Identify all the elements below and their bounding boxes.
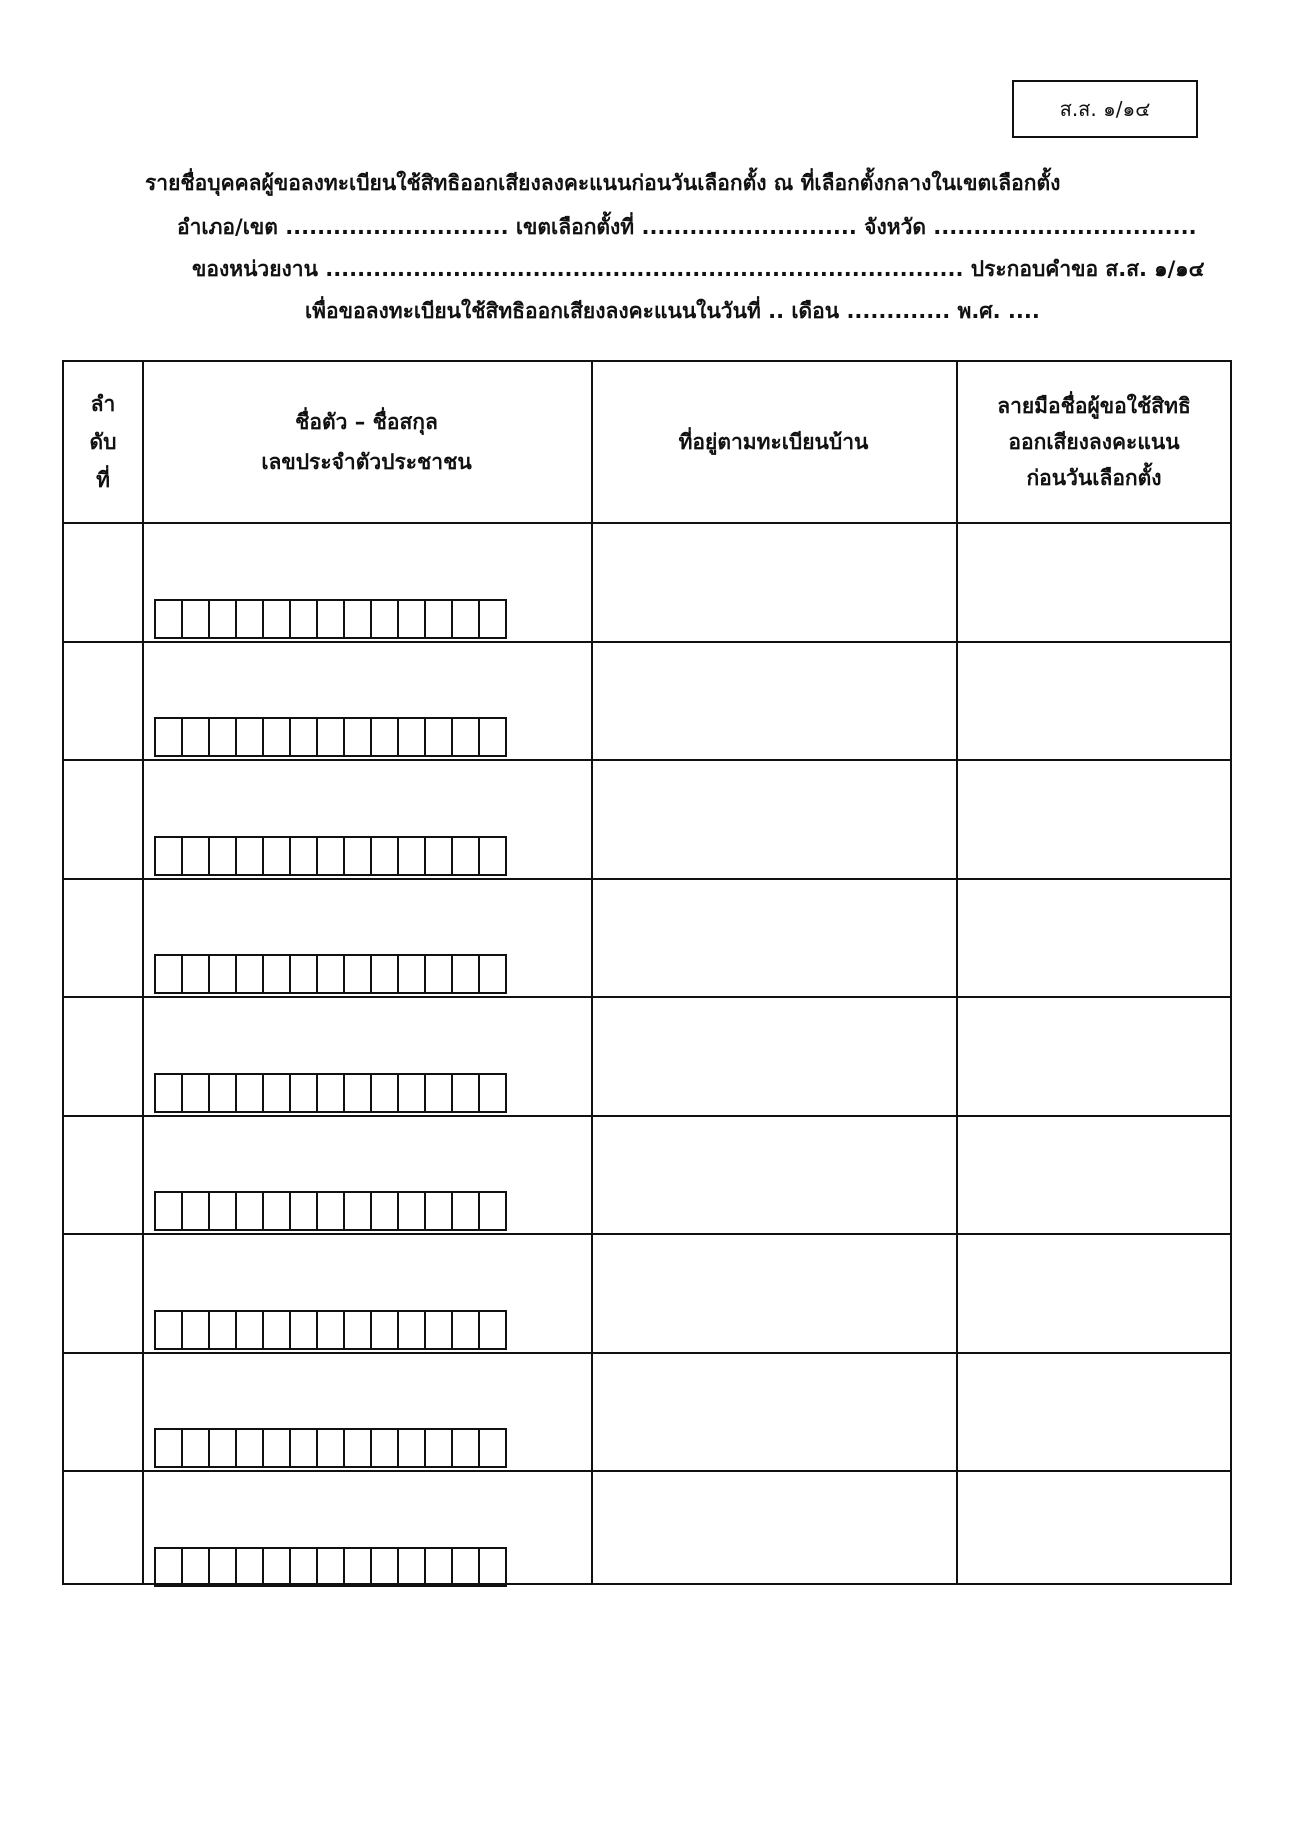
id-digit-box[interactable] [291, 838, 318, 874]
id-digit-box[interactable] [480, 1312, 507, 1348]
national-id-boxes[interactable] [154, 836, 507, 876]
id-digit-box[interactable] [237, 719, 264, 755]
id-digit-box[interactable] [453, 719, 480, 755]
header-agency-line: ของหน่วยงาน ................................................................................ ประกอบคำขอ ส.ส. ๑/๑๔ [192, 257, 1205, 281]
header-order-number-line: ลำ [90, 392, 116, 416]
header-address-line: ที่อยู่ตามทะเบียนบ้าน [678, 430, 869, 454]
column-divider [956, 362, 958, 1583]
id-digit-box[interactable] [453, 1549, 480, 1585]
id-digit-box[interactable] [210, 601, 237, 637]
id-digit-box[interactable] [264, 601, 291, 637]
id-digit-box[interactable] [264, 956, 291, 992]
id-digit-box[interactable] [183, 956, 210, 992]
id-digit-box[interactable] [318, 838, 345, 874]
id-digit-box[interactable] [156, 1549, 183, 1585]
id-digit-box[interactable] [453, 601, 480, 637]
id-digit-box[interactable] [237, 1193, 264, 1229]
id-digit-box[interactable] [318, 1430, 345, 1466]
header-address [591, 362, 956, 522]
id-digit-box[interactable] [264, 1312, 291, 1348]
header-order-number [64, 362, 142, 522]
id-digit-box[interactable] [210, 1430, 237, 1466]
header-order-number-line: ดับ [89, 430, 117, 454]
id-digit-box[interactable] [291, 1549, 318, 1585]
id-digit-box[interactable] [399, 956, 426, 992]
id-digit-box[interactable] [480, 719, 507, 755]
id-digit-box[interactable] [183, 601, 210, 637]
id-digit-box[interactable] [372, 1312, 399, 1348]
id-digit-box[interactable] [399, 838, 426, 874]
id-digit-box[interactable] [210, 1312, 237, 1348]
id-digit-box[interactable] [426, 1312, 453, 1348]
national-id-boxes[interactable] [154, 1547, 507, 1587]
national-id-boxes[interactable] [154, 1310, 507, 1350]
id-digit-box[interactable] [453, 956, 480, 992]
id-digit-box[interactable] [345, 956, 372, 992]
header-signature-line: ก่อนวันเลือกตั้ง [1026, 466, 1162, 490]
id-digit-box[interactable] [156, 956, 183, 992]
id-digit-box[interactable] [156, 1312, 183, 1348]
national-id-boxes[interactable] [154, 1428, 507, 1468]
id-digit-box[interactable] [399, 1312, 426, 1348]
table-row-divider [64, 1352, 1230, 1354]
table-row-divider [64, 759, 1230, 761]
id-digit-box[interactable] [453, 1193, 480, 1229]
header-district-line: อำเภอ/เขต ............................ เขตเลือกตั้งที่ ........................... จังหวัด ................................. [177, 215, 1197, 239]
header-name-id [142, 362, 591, 522]
id-digit-box[interactable] [480, 1075, 507, 1111]
id-digit-box[interactable] [183, 719, 210, 755]
id-digit-box[interactable] [210, 838, 237, 874]
id-digit-box[interactable] [318, 1312, 345, 1348]
id-digit-box[interactable] [345, 719, 372, 755]
header-signature-line: ลายมือชื่อผู้ขอใช้สิทธิ [997, 394, 1191, 418]
id-digit-box[interactable] [399, 1075, 426, 1111]
id-digit-box[interactable] [237, 1549, 264, 1585]
id-digit-box[interactable] [345, 1549, 372, 1585]
id-digit-box[interactable] [210, 1549, 237, 1585]
table-row-divider [64, 1115, 1230, 1117]
id-digit-box[interactable] [426, 1549, 453, 1585]
id-digit-box[interactable] [156, 1430, 183, 1466]
id-digit-box[interactable] [210, 719, 237, 755]
id-digit-box[interactable] [372, 1193, 399, 1229]
header-id-line: เลขประจำตัวประชาชน [261, 450, 472, 474]
header-name-line: ชื่อตัว – ชื่อสกุล [295, 410, 438, 434]
id-digit-box[interactable] [318, 1075, 345, 1111]
id-digit-box[interactable] [480, 956, 507, 992]
id-digit-box[interactable] [264, 1075, 291, 1111]
id-digit-box[interactable] [345, 1075, 372, 1111]
id-digit-box[interactable] [480, 601, 507, 637]
id-digit-box[interactable] [345, 1193, 372, 1229]
id-digit-box[interactable] [291, 1430, 318, 1466]
id-digit-box[interactable] [480, 838, 507, 874]
national-id-boxes[interactable] [154, 1191, 507, 1231]
id-digit-box[interactable] [372, 956, 399, 992]
id-digit-box[interactable] [480, 1193, 507, 1229]
id-digit-box[interactable] [318, 956, 345, 992]
id-digit-box[interactable] [237, 1075, 264, 1111]
header-order-number-line: ที่ [96, 468, 110, 492]
id-digit-box[interactable] [453, 1312, 480, 1348]
id-digit-box[interactable] [399, 719, 426, 755]
table-row-divider [64, 641, 1230, 643]
form-code-box [1012, 80, 1198, 138]
national-id-boxes[interactable] [154, 599, 507, 639]
id-digit-box[interactable] [291, 1193, 318, 1229]
national-id-boxes[interactable] [154, 717, 507, 757]
header-title: รายชื่อบุคคลผู้ขอลงทะเบียนใช้สิทธิออกเสียงลงคะแนนก่อนวันเลือกตั้ง ณ ที่เลือกตั้งกลางในเขตเลือกตั้ง [145, 171, 1061, 195]
voter-list-table [62, 360, 1232, 1585]
id-digit-box[interactable] [156, 719, 183, 755]
id-digit-box[interactable] [372, 719, 399, 755]
table-row-divider [64, 996, 1230, 998]
id-digit-box[interactable] [210, 956, 237, 992]
id-digit-box[interactable] [291, 601, 318, 637]
id-digit-box[interactable] [480, 1549, 507, 1585]
id-digit-box[interactable] [426, 601, 453, 637]
id-digit-box[interactable] [210, 1075, 237, 1111]
national-id-boxes[interactable] [154, 1073, 507, 1113]
id-digit-box[interactable] [426, 838, 453, 874]
id-digit-box[interactable] [237, 1430, 264, 1466]
id-digit-box[interactable] [237, 601, 264, 637]
id-digit-box[interactable] [480, 1430, 507, 1466]
id-digit-box[interactable] [318, 1193, 345, 1229]
id-digit-box[interactable] [183, 1430, 210, 1466]
id-digit-box[interactable] [345, 1312, 372, 1348]
id-digit-box[interactable] [399, 1430, 426, 1466]
id-digit-box[interactable] [264, 1430, 291, 1466]
id-digit-box[interactable] [264, 838, 291, 874]
table-row-divider [64, 522, 1230, 524]
table-row-divider [64, 1470, 1230, 1472]
id-digit-box[interactable] [237, 838, 264, 874]
id-digit-box[interactable] [426, 956, 453, 992]
id-digit-box[interactable] [237, 1312, 264, 1348]
id-digit-box[interactable] [318, 719, 345, 755]
id-digit-box[interactable] [291, 719, 318, 755]
id-digit-box[interactable] [426, 1075, 453, 1111]
id-digit-box[interactable] [372, 601, 399, 637]
id-digit-box[interactable] [426, 1430, 453, 1466]
id-digit-box[interactable] [372, 1430, 399, 1466]
id-digit-box[interactable] [399, 1193, 426, 1229]
id-digit-box[interactable] [264, 1549, 291, 1585]
id-digit-box[interactable] [237, 956, 264, 992]
id-digit-box[interactable] [264, 1193, 291, 1229]
column-divider [591, 362, 593, 1583]
header-signature-line: ออกเสียงลงคะแนน [1008, 430, 1180, 454]
id-digit-box[interactable] [264, 719, 291, 755]
id-digit-box[interactable] [345, 601, 372, 637]
id-digit-box[interactable] [291, 1312, 318, 1348]
id-digit-box[interactable] [156, 601, 183, 637]
table-row-divider [64, 878, 1230, 880]
id-digit-box[interactable] [156, 838, 183, 874]
id-digit-box[interactable] [291, 1075, 318, 1111]
id-digit-box[interactable] [183, 1549, 210, 1585]
id-digit-box[interactable] [156, 1193, 183, 1229]
id-digit-box[interactable] [318, 1549, 345, 1585]
id-digit-box[interactable] [183, 838, 210, 874]
id-digit-box[interactable] [318, 601, 345, 637]
id-digit-box[interactable] [156, 1075, 183, 1111]
header-date-line: เพื่อขอลงทะเบียนใช้สิทธิออกเสียงลงคะแนนในวันที่ .. เดือน ............. พ.ศ. .... [305, 299, 1040, 323]
id-digit-box[interactable] [183, 1193, 210, 1229]
id-digit-box[interactable] [183, 1312, 210, 1348]
id-digit-box[interactable] [453, 1075, 480, 1111]
id-digit-box[interactable] [372, 1075, 399, 1111]
id-digit-box[interactable] [183, 1075, 210, 1111]
id-digit-box[interactable] [399, 1549, 426, 1585]
column-divider [142, 362, 144, 1583]
id-digit-box[interactable] [453, 838, 480, 874]
id-digit-box[interactable] [453, 1430, 480, 1466]
id-digit-box[interactable] [210, 1193, 237, 1229]
form-code: ส.ส. ๑/๑๔ [1059, 97, 1151, 121]
id-digit-box[interactable] [372, 838, 399, 874]
id-digit-box[interactable] [291, 956, 318, 992]
id-digit-box[interactable] [426, 719, 453, 755]
id-digit-box[interactable] [345, 1430, 372, 1466]
national-id-boxes[interactable] [154, 954, 507, 994]
header-signature [956, 362, 1232, 522]
id-digit-box[interactable] [426, 1193, 453, 1229]
id-digit-box[interactable] [399, 601, 426, 637]
id-digit-box[interactable] [345, 838, 372, 874]
id-digit-box[interactable] [372, 1549, 399, 1585]
table-row-divider [64, 1233, 1230, 1235]
